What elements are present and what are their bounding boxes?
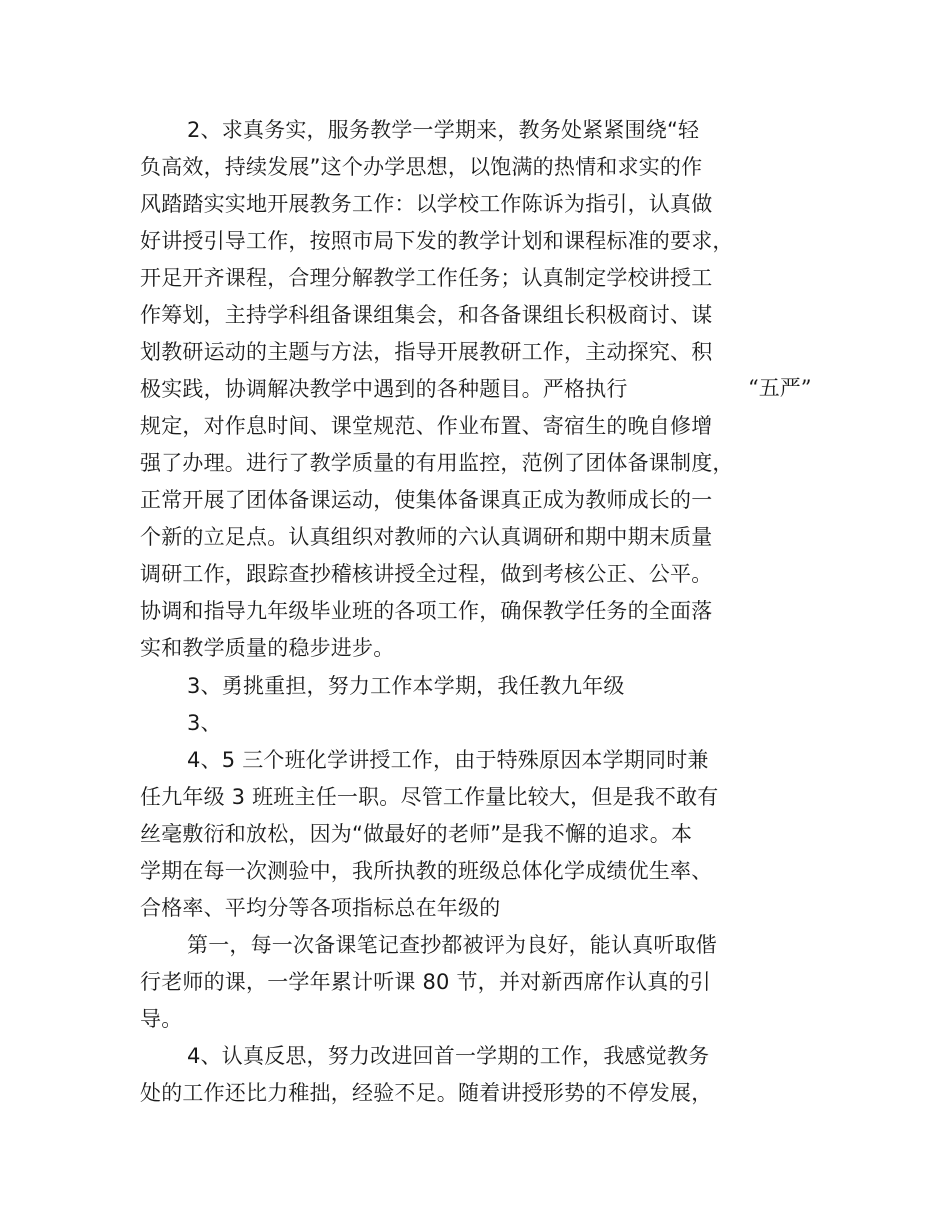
text-line: 合格率、平均分等各项指标总在年级的 <box>140 896 501 920</box>
text-line: 任九年级 3 班班主任一职。尽管工作量比较大，但是我不敢有 <box>140 785 719 809</box>
text-line: 开足开齐课程，合理分解教学工作任务；认真制定学校讲授工 <box>140 266 713 290</box>
text-line: 作筹划，主持学科组备课组集会，和各备课组长积极商讨、谋 <box>140 303 713 327</box>
text-line: 处的工作还比力稚拙，经验不足。随着讲授形势的不停发展， <box>140 1081 713 1105</box>
text-line: 风踏踏实实地开展教务工作：以学校工作陈诉为指引，认真做 <box>140 192 713 216</box>
text-line: 正常开展了团体备课运动，使集体备课真正成为教师成长的一 <box>140 488 713 512</box>
text-line: 调研工作，跟踪查抄稽核讲授全过程，做到考核公正、公平。 <box>140 562 713 586</box>
text-line: 丝毫敷衍和放松，因为“做最好的老师”是我不懈的追求。本 <box>140 822 693 846</box>
text-line: 导。 <box>140 1007 183 1031</box>
text-line: 个新的立足点。认真组织对教师的六认真调研和期中期末质量 <box>140 525 713 549</box>
text-line: 3、勇挑重担，努力工作本学期，我任教九年级 <box>187 674 625 698</box>
text-line: 划教研运动的主题与方法，指导开展教研工作，主动探究、积 <box>140 340 713 364</box>
text-line: 实和教学质量的稳步进步。 <box>140 636 395 660</box>
text-line: 2、求真务实，服务教学一学期来，教务处紧紧围绕“轻 <box>187 118 700 142</box>
text-line: 协调和指导九年级毕业班的各项工作，确保教学任务的全面落 <box>140 599 713 623</box>
text-line: 4、5 三个班化学讲授工作，由于特殊原因本学期同时兼 <box>187 748 709 772</box>
text-line: 学期在每一次测验中，我所执教的班级总体化学成绩优生率、 <box>140 859 713 883</box>
text-line: 行老师的课，一学年累计听课 80 节，并对新西席作认真的引 <box>140 970 711 994</box>
text-line: 强了办理。进行了教学质量的有用监控，范例了团体备课制度， <box>140 451 734 475</box>
text-line: 极实践，协调解决教学中遇到的各种题目。严格执行 <box>140 377 628 401</box>
text-line: 3、 <box>187 711 222 735</box>
text-line: 第一，每一次备课笔记查抄都被评为良好，能认真听取偕 <box>187 933 717 957</box>
five-strict-term: “五严” <box>748 376 812 400</box>
text-line: 规定，对作息时间、课堂规范、作业布置、寄宿生的晚自修增 <box>140 414 713 438</box>
text-line: 4、认真反思，努力改进回首一学期的工作，我感觉教务 <box>187 1044 710 1068</box>
text-line: 负高效，持续发展”这个办学思想，以饱满的热情和求实的作 <box>140 155 703 179</box>
text-line: 好讲授引导工作，按照市局下发的教学计划和课程标准的要求， <box>140 229 734 253</box>
